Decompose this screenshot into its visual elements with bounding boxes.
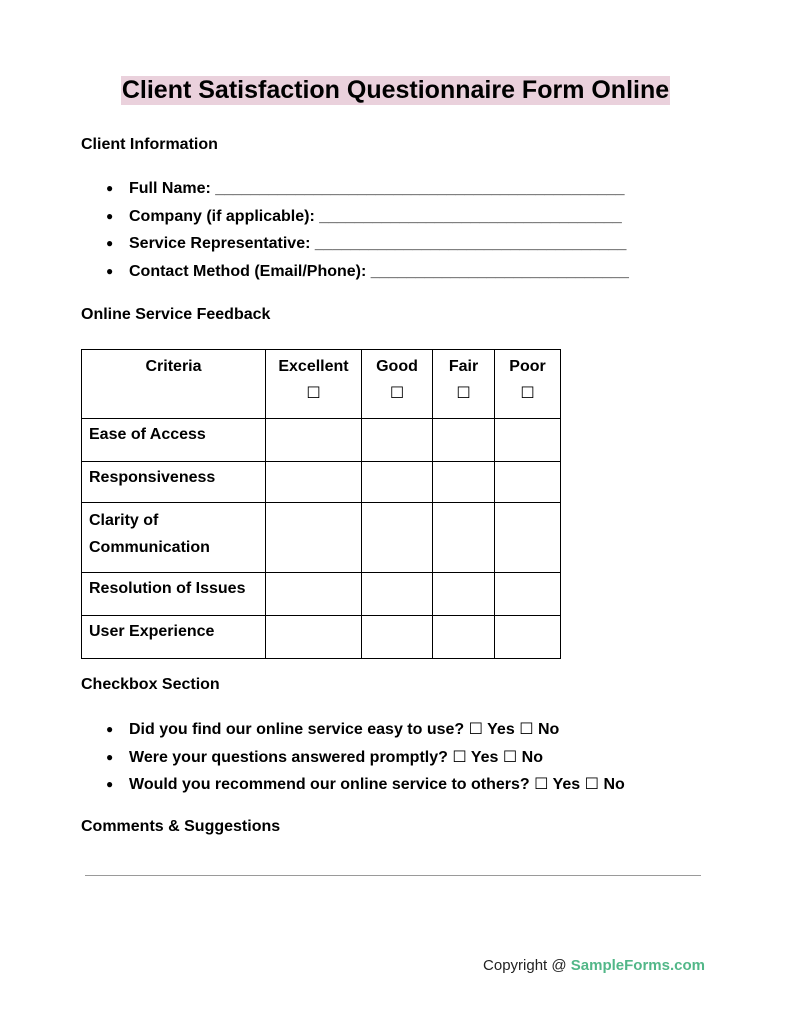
rating-cell[interactable] <box>495 616 561 659</box>
rating-cell[interactable] <box>266 462 362 503</box>
criteria-label: User Experience <box>89 623 215 640</box>
rating-cell[interactable] <box>495 503 561 573</box>
yes-checkbox[interactable]: ☐ Yes <box>452 748 499 766</box>
client-info-heading: Client Information <box>81 136 218 153</box>
rating-cell[interactable] <box>362 616 433 659</box>
comments-heading: Comments & Suggestions <box>81 818 281 835</box>
rating-cell[interactable] <box>433 503 495 573</box>
checkbox-section-heading: Checkbox Section <box>81 676 220 693</box>
fill-line[interactable]: ______________________________________________ <box>215 180 625 197</box>
header-label: Criteria <box>145 358 202 375</box>
rating-cell[interactable] <box>362 419 433 462</box>
brand-link[interactable]: SampleForms.com <box>570 957 705 974</box>
header-label: Good <box>376 358 418 375</box>
fill-line[interactable]: _____________________________ <box>370 263 629 281</box>
yes-checkbox[interactable]: ☐ Yes <box>468 721 515 738</box>
rating-cell[interactable] <box>266 419 362 462</box>
field-label: Full Name: <box>129 180 211 197</box>
criteria-label: Ease of Access <box>89 426 206 443</box>
header-poor <box>495 350 561 419</box>
question-text: Would you recommend our online service to others? <box>129 776 530 793</box>
fill-line[interactable]: ___________________________________ <box>314 235 627 253</box>
table-row <box>82 503 561 573</box>
yes-checkbox[interactable]: ☐ Yes <box>534 776 581 793</box>
criteria-label: Clarity of Communication <box>89 512 210 556</box>
comments-line[interactable] <box>85 875 701 876</box>
question-text: Were your questions answered promptly? <box>129 748 448 766</box>
header-criteria <box>82 350 266 419</box>
table-header-row <box>82 350 561 419</box>
rating-cell[interactable] <box>266 573 362 616</box>
header-excellent <box>266 350 362 419</box>
criteria-cell <box>82 573 266 616</box>
page-title: Client Satisfaction Questionnaire Form Online <box>121 76 670 104</box>
criteria-label: Resolution of Issues <box>89 580 246 597</box>
rating-cell[interactable] <box>495 462 561 503</box>
rating-cell[interactable] <box>266 503 362 573</box>
header-label: Excellent <box>278 358 349 375</box>
field-label: Contact Method (Email/Phone): <box>129 263 367 281</box>
checkbox-icon[interactable]: ☐ <box>389 385 405 402</box>
header-label: Fair <box>448 358 479 375</box>
criteria-cell <box>82 616 266 659</box>
feedback-heading: Online Service Feedback <box>81 306 271 323</box>
criteria-cell <box>82 503 266 573</box>
rating-cell[interactable] <box>362 462 433 503</box>
checkbox-icon[interactable]: ☐ <box>520 385 535 402</box>
table-row <box>82 462 561 503</box>
field-contact-method[interactable] <box>81 258 629 286</box>
feedback-table <box>81 349 561 659</box>
question-item <box>81 744 625 772</box>
header-good <box>362 350 433 419</box>
rating-cell[interactable] <box>362 503 433 573</box>
rating-cell[interactable] <box>433 462 495 503</box>
fill-line[interactable]: __________________________________ <box>319 207 622 225</box>
footer <box>483 957 705 974</box>
field-company[interactable] <box>81 203 629 231</box>
question-item <box>81 771 625 799</box>
criteria-label: Responsiveness <box>89 469 216 486</box>
rating-cell[interactable] <box>433 616 495 659</box>
field-service-rep[interactable] <box>81 230 629 258</box>
rating-cell[interactable] <box>362 573 433 616</box>
field-label: Service Representative: <box>129 235 311 253</box>
field-full-name[interactable] <box>81 175 629 203</box>
copyright-text: Copyright @ <box>483 957 567 974</box>
no-checkbox[interactable]: ☐ No <box>502 748 544 766</box>
table-row <box>82 616 561 659</box>
header-label: Poor <box>509 358 546 375</box>
no-checkbox[interactable]: ☐ No <box>584 776 625 793</box>
title-wrapper <box>0 76 791 105</box>
checkbox-question-list <box>81 716 625 799</box>
rating-cell[interactable] <box>433 573 495 616</box>
table-row <box>82 573 561 616</box>
criteria-cell <box>82 419 266 462</box>
rating-cell[interactable] <box>433 419 495 462</box>
field-label: Company (if applicable): <box>129 207 315 225</box>
rating-cell[interactable] <box>266 616 362 659</box>
question-text: Did you find our online service easy to use? <box>129 721 465 738</box>
rating-cell[interactable] <box>495 573 561 616</box>
question-item <box>81 716 625 744</box>
criteria-cell <box>82 462 266 503</box>
no-checkbox[interactable]: ☐ No <box>519 721 560 738</box>
checkbox-icon[interactable]: ☐ <box>306 385 321 402</box>
client-info-list <box>81 175 629 286</box>
rating-cell[interactable] <box>495 419 561 462</box>
header-fair <box>433 350 495 419</box>
checkbox-icon[interactable]: ☐ <box>456 385 471 402</box>
table-row <box>82 419 561 462</box>
